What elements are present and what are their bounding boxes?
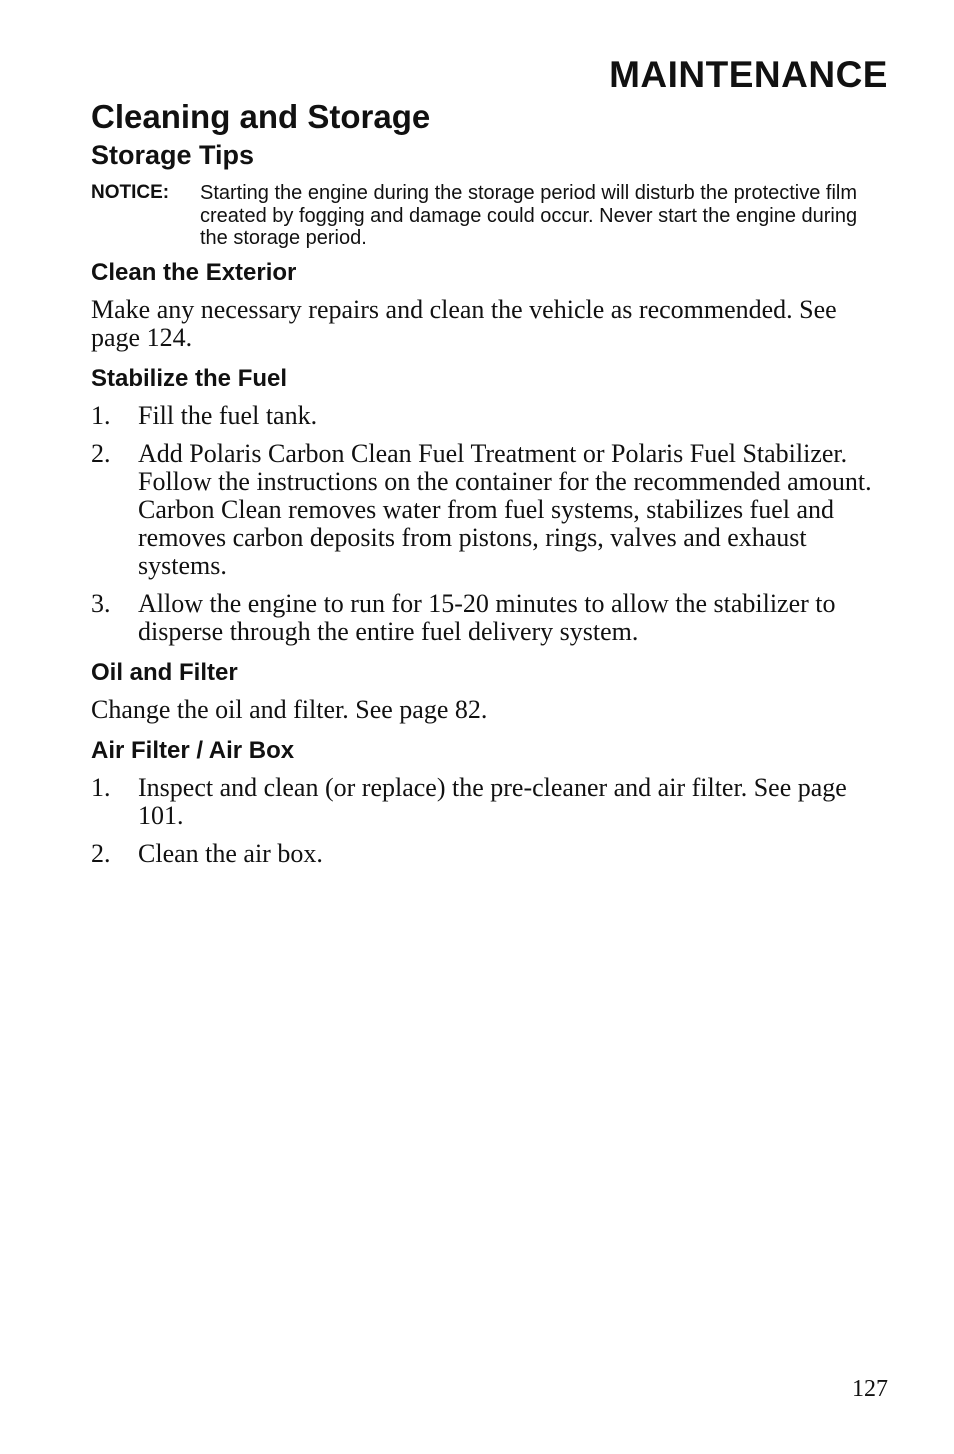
- section-heading: Oil and Filter: [91, 659, 238, 686]
- list-item: [91, 590, 888, 646]
- paragraph: Make any necessary repairs and clean the vehicle as recommended. See page 124.: [91, 295, 837, 352]
- list-item-text: Fill the fuel tank.: [138, 401, 318, 430]
- oil-filter-section: [91, 656, 888, 724]
- section-heading: Stabilize the Fuel: [91, 365, 288, 392]
- list-item-text: Clean the air box.: [138, 839, 323, 868]
- list-number: 1.: [91, 773, 111, 802]
- section-header: MAINTENANCE: [609, 54, 888, 95]
- notice-text: Starting the engine during the storage period will disturb the protective film created by fogging and damage could occur. Never start the engine during the storage period.: [200, 182, 858, 249]
- list-item-text: Inspect and clean (or replace) the pre-cleaner and air filter. See page 101.: [138, 773, 847, 830]
- paragraph: Change the oil and filter. See page 82.: [91, 695, 488, 724]
- list-item: [91, 402, 888, 430]
- list-number: 2.: [91, 439, 111, 468]
- page-title: Cleaning and Storage: [91, 98, 431, 135]
- stabilize-fuel-section: [91, 362, 888, 646]
- numbered-list: [91, 774, 888, 868]
- list-item-text: Allow the engine to run for 15-20 minutes to allow the stabilizer to disperse through the entire fuel delivery system.: [138, 589, 836, 646]
- clean-exterior-section: [91, 256, 888, 352]
- list-number: 3.: [91, 589, 111, 618]
- notice-label: NOTICE:: [91, 182, 170, 203]
- list-number: 1.: [91, 401, 111, 430]
- numbered-list: [91, 402, 888, 646]
- list-item: [91, 840, 888, 868]
- page-subtitle: Storage Tips: [91, 140, 255, 170]
- list-item-text: Add Polaris Carbon Clean Fuel Treatment or Polaris Fuel Stabilizer. Follow the instructions on the container for the recommended amount. Carbon Clean removes water from fuel systems, stabilizes fuel and removes carbon deposits from pistons, rings, valves and exhaust systems.: [138, 439, 872, 580]
- section-heading: Clean the Exterior: [91, 259, 297, 286]
- manual-page: [91, 0, 888, 1454]
- list-number: 2.: [91, 839, 111, 868]
- air-filter-section: [91, 734, 888, 868]
- list-item: [91, 774, 888, 830]
- section-heading: Air Filter / Air Box: [91, 737, 295, 764]
- list-item: [91, 440, 888, 580]
- content-body: [91, 256, 888, 878]
- page-number: 127: [852, 1376, 888, 1402]
